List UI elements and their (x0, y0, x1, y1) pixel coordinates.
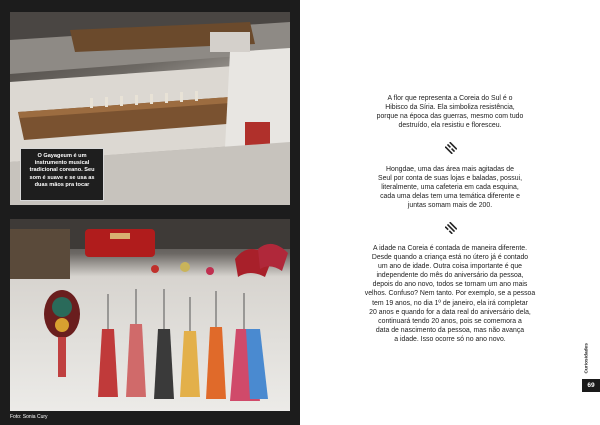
text-line: um ano de idade. Outra coisa importante é que (377, 263, 523, 271)
right-page (300, 0, 600, 425)
text-line: a idade. Isso ocorre só no ano novo. (394, 335, 506, 343)
text-line: A idade na Coreia é contada de maneira diferente. (373, 245, 527, 252)
text-line: Desde quando a criança está no útero já é contado (371, 254, 529, 262)
caption-line: O Gayageum é um (37, 153, 87, 159)
text-line: Hongdae, uma das área mais agitadas de (386, 166, 514, 173)
text-line: depois do ano novo, todos se tornam um ano mais (372, 281, 528, 289)
caption-line: tradicional coreano. Seu (29, 167, 95, 174)
paragraph-idade (360, 244, 540, 344)
text-line: velhos. Confuso? Nem tanto. Por exemplo, se a pessoa (364, 290, 536, 298)
text-line: continuará tendo 20 anos, pois se comemora a (378, 317, 522, 325)
text-line: A flor que representa a Coreia do Sul é o (387, 95, 513, 102)
text-line: destruído, ela resistiu e floresceu. (398, 122, 502, 130)
text-line: Hibisco da Síria. Ela simboliza resistência, (385, 104, 515, 112)
caption-line: duas mãos pra tocar (34, 181, 90, 188)
text-line: Seul por conta de suas lojas e baladas, possui, (377, 175, 523, 183)
text-line: tem 19 anos, no dia 1º de janeiro, ela irá completar (372, 299, 528, 307)
page-number: 69 (582, 379, 600, 392)
text-line: porque na época das guerras, mesmo com tudo (376, 113, 524, 121)
caption-line: instrumento musical (34, 160, 90, 167)
text-line: independente do mês do aniversário da pessoa, (376, 272, 524, 280)
caption-line: som é suave e se usa as (29, 174, 95, 181)
text-line: cada uma delas tem uma temática diferente e (380, 193, 520, 201)
text-line: data de nascimento da pessoa, mas não avança (375, 326, 525, 334)
accessories-photo (10, 219, 290, 411)
section-label (583, 345, 591, 375)
text-line: 20 anos e quando for a data real do aniversário dela, (369, 308, 531, 316)
photo-credit: Foto: Sonia Cury (10, 414, 48, 420)
trigram-divider-icon (445, 142, 457, 154)
section-label-text: Curiosidades (584, 343, 590, 374)
paragraph-hongdae (360, 165, 540, 210)
text-line: juntas somam mais de 200. (407, 202, 493, 210)
norigae-illustration (10, 219, 290, 411)
text-line: literalmente, uma cafeteria em cada esquina, (381, 184, 519, 192)
trigram-divider-icon (445, 222, 457, 234)
paragraph-hibisco (360, 94, 540, 130)
photo-caption (20, 148, 104, 201)
